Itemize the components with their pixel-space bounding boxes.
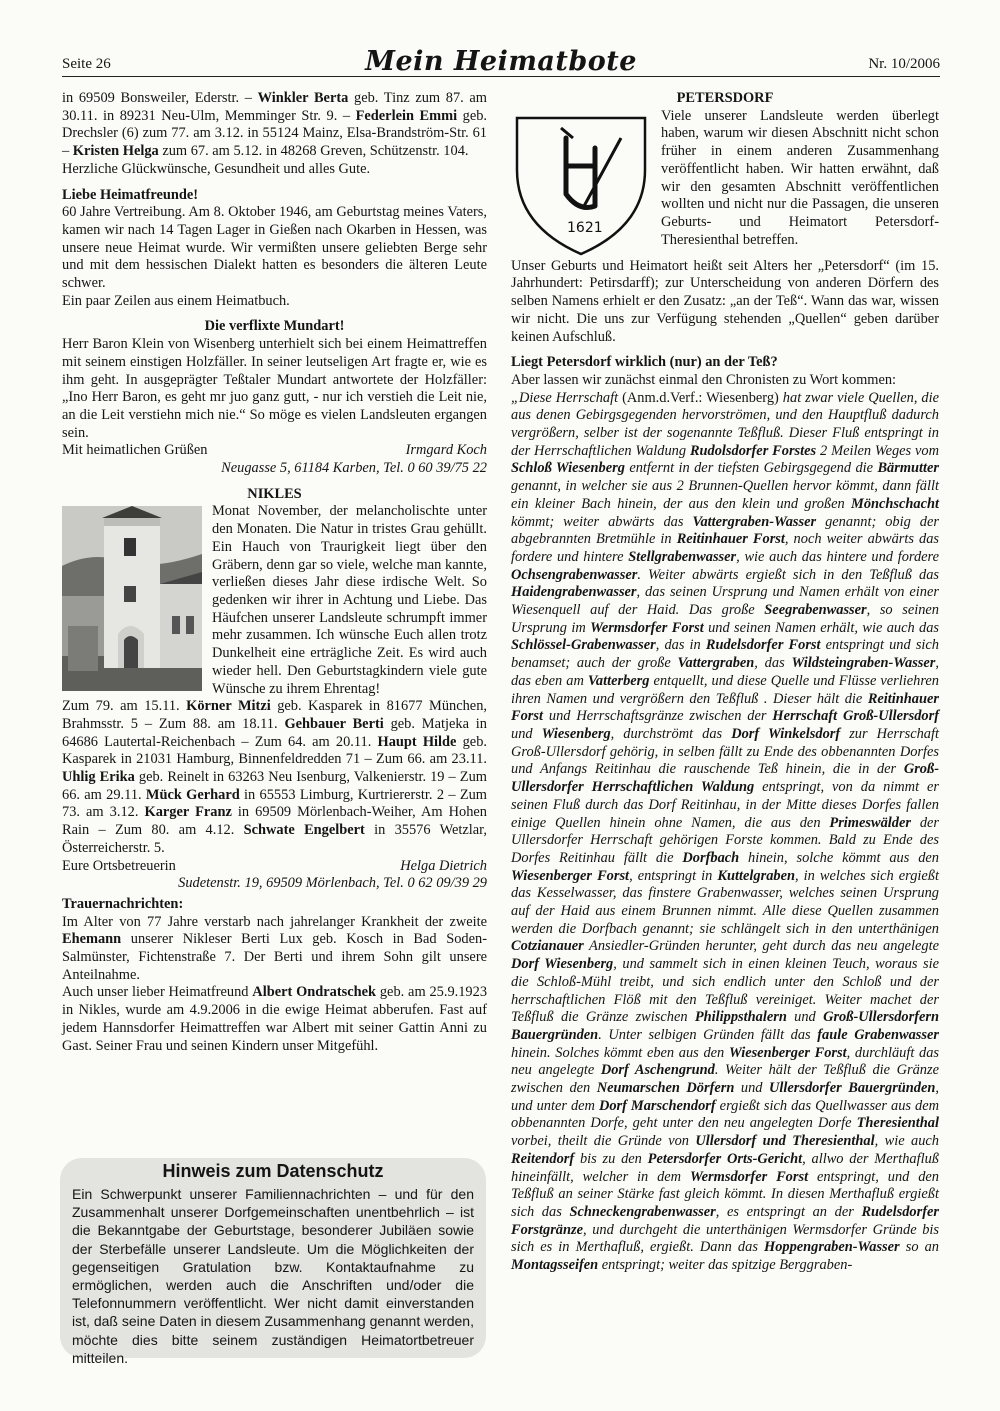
- coat-of-arms-icon: [511, 108, 651, 258]
- masthead-logo: Mein Heimatbote: [365, 46, 637, 77]
- right-column: [511, 90, 939, 1275]
- dietrich-signature: Eure Ortsbetreuerin Helga Dietrich: [62, 857, 487, 874]
- mundart-text: Herr Baron Klein von Wisenberg unterhielt sich bei einem Heimattreffen mit seinem einstigen Holzfäller. In seiner leutseligen Art fragte er, wie es ihm geht. In ausgeprägter Teßtaler Mundart antwortete der Holzfäller: „Ino Herr Baron, es geht mr juo ganz gutt, - nur ich verstieh die Leit nie, an die Leit verstiehn mich nie.“ So möge es vielen Landsleuten ergangen sein.: [62, 336, 487, 441]
- nikles-text: Monat November, der melancholischte unter den Monaten. Die Natur in tristes Grau gehüllt. Ein Hauch von Traurigkeit liegt über den Gräbern, denn gar so viele, welche man kannte, verließen dieses Jahr diese irdische Welt. So gedenken wir ihrer in Achtung und Liebe. Das Häufchen unserer Landsleute schrumpft immer mehr zusammen. Ich wünsche Euch allen trotz Dunkelheit eine erträgliche Zeit. Es wird auch wieder hell. Den Geburtstagkindern viele gute Wünsche zu ihrem Ehrentag!: [212, 503, 487, 697]
- privacy-notice-box: [60, 1158, 486, 1366]
- nikles-heading: NIKLES: [247, 485, 302, 502]
- petersdorf-intro-2: Unser Geburts und Heimatort heißt seit Alters her „Petersdorf“ (im 15. Jahrhundert: Petirsdarff); zur Unterscheidung von anderen Dörfern des selben Namens erhielt er den Zusatz: „an der Teß“. Wann das war, wissen wir nicht. Die uns zur Verfügung stehenden „Quellen“ geben darüber keinen Aufschluß.: [511, 257, 939, 345]
- page-header: [62, 46, 940, 78]
- dietrich-address: Sudetenstr. 19, 69509 Mörlenbach, Tel. 0 62 09/39 29: [178, 875, 487, 892]
- petersdorf-heading: PETERSDORF: [676, 90, 774, 106]
- privacy-notice-title: Hinweis zum Datenschutz: [162, 1161, 384, 1181]
- birthday-list: Zum 79. am 15.11. Körner Mitzi geb. Kasparek in 81677 München, Brahmsstr. 5 – Zum 88. am 18.11. Gehbauer Berti geb. Matjeka in 64686 Lautertal-Reichenbach – Zum 64. am 20.11. Haupt Hilde geb. Kasparek in 21031 Hamburg, Binnenfeldredden 71 – Zum 66. am 23.11. Uhlig Erika geb. Reinelt in 63263 Neu Isenburg, Valkenierstr. 19 – Zum 66. am 29.11. Mück Gerhard in 65553 Limburg, Kurtriererstr. 2 – Zum 73. am 3.12. Karger Franz in 69509 Mörlenbach-Weiher, Am Hohen Rain – Zum 80. am 4.12. Schwate Engelbert in 35576 Wetzlar, Österreicherstr. 5.: [62, 698, 487, 856]
- koch-signature: Mit heimatlichen Grüßen Irmgard Koch: [62, 442, 487, 459]
- issue-number: Nr. 10/2006: [868, 56, 940, 72]
- page-number: Seite 26: [62, 56, 111, 72]
- church-photo: [62, 506, 202, 691]
- privacy-notice-body: Ein Schwerpunkt unserer Familiennachrichten – und für den Zusammenhalt unserer Dorfgemeinschaften unentbehrlich – ist die Bekanntgabe der Geburtstage, besonderer Jubiläen sowie der Sterbefälle unserer Landsleute. Um die Möglichkeiten der gegenseitigen Gratulation bzw. Kontaktaufnahme zu ermöglichen, werden auch die Anschriften und/oder die Telefonnummern veröffentlicht. Wer nicht damit einverstanden ist, daß seine Daten in diesem Zusammenhang genannt werden, möchte dies bitte seinem zuständigen Heimatortbetreuer mitteilen.: [72, 1186, 474, 1366]
- liebe-heading: Liebe Heimatfreunde!: [62, 186, 199, 203]
- koch-address: Neugasse 5, 61184 Karben, Tel. 0 60 39/75 22: [221, 460, 487, 477]
- header-rule: [62, 76, 940, 77]
- tess-lead: Aber lassen wir zunächst einmal den Chronisten zu Wort kommen:: [511, 371, 897, 388]
- mundart-heading: Die verflixte Mundart!: [204, 318, 345, 335]
- trauer-text-1: Im Alter von 77 Jahre verstarb nach jahrelanger Krankheit der zweite Ehemann unserer Nikleser Berti Lux geb. Kosch in Bad Soden-Salmünster, Fichtenstraße 7. Der Berti und ihrem Sohn gilt unsere Anteilnahme.: [62, 913, 487, 983]
- liebe-text-2: Ein paar Zeilen aus einem Heimatbuch.: [62, 292, 290, 309]
- trauer-heading: Trauernachrichten:: [62, 895, 184, 912]
- trauer-text-2: Auch unser lieber Heimatfreund Albert Ondratschek geb. am 25.9.1923 in Nikles, wurde am 4.9.2006 in die ewige Heimat abberufen. Fast auf jedem Hannsdorfer Heimattreffen war Albert mit seiner Gattin Anni zu Gast. Seiner Frau und seinen Kindern unser Mitgefühl.: [62, 984, 488, 1054]
- left-column: [62, 90, 487, 1055]
- tess-heading: Liegt Petersdorf wirklich (nur) an der Teß?: [511, 354, 778, 371]
- chronicle-quote: „Diese Herrschaft (Anm.d.Verf.: Wiesenberg) hat zwar viele Quellen, die aus denen Gebirgsgegenden hervorströmen, und den Hauptfluß dadurch vergrößern, selber ist der sogenannte Teßfluß. Dieser Fluß entspringt in der Herrschaftlichen Waldung Rudolsdorfer Forstes 2 Meilen Weges vom Schloß Wiesenberg entfernt in der tiefsten Gebirgsgegend die Bärmutter genannt, in welcher sie aus 2 Brunnen-Quellen hervor kömmt, dann fällt ein kleiner Bach hinein, der aus den klein und großen Mönchschacht kömmt; weiter abwärts das Vattergraben-Wasser genannt; obig der abgebrannten Bretmühle in Reitinhauer Forst, noch weiter abwärts das fordere und hintere Stellgrabenwasser, wie auch das hintere und fordere Ochsengrabenwasser. Weiter abwärts ergießt sich in den Teßfluß das Haidengrabenwasser, das seinen Ursprung und Namen erhält von einer Wiesenquell auf der Haid. Das große Seegrabenwasser, so seinen Ursprung im Wermsdorfer Forst und seinen Namen erhält, wie auch das Schlössel-Grabenwasser, das in Rudelsdorfer Forst entspringt und sich benamset; auch der große Vattergraben, das Wildsteingraben-Wasser, das eben am Vatterberg entquellt, und diese Quelle und Flüsse verliehren ihren Namen und vergrößern den Teßfluß . Dieser hält die Reitinhauer Forst und Herrschaftsgränze zwischen der Herrschaft Groß-Ullersdorf und Wiesenberg, durchströmt das Dorf Winkelsdorf zur Herrschaft Groß-Ullersdorf gehörig, in selben fällt zu Ende des obbenannten Dorfes und Anfangs Reitinhau die rauschende Teß hinein, die in der Groß-Ullersdorfer Herrschaftlichen Waldung entspringt, von da nimmt er seinen Fluß durch das Dorf Reitinhau, in der Mitte dieses Dorfes fallen einige Quellen hinein ohne Namen, die aus den Primeswälder der Ullersdorfer Herrschaft gehörigen Forste kommen. Bald zu Ende des Dorfes Reitinhau fällt die Dorfbach hinein, solche kömmt aus den Wiesenberger Forst, entspringt in Kuttelgraben, in welches sich ergießt das Kesselwasser, das finstere Grabenwasser, welches seinen Ursprung auf der Haid aus einem Brunnen nimmt. Alle diese Quellen zusammen werden die Dorfbach genannt; sie schlängelt sich in den unterthänigen Cotzianauer Ansiedler-Gründen herunter, geht durch das neu angelegte Dorf Wiesenberg, und sammelt sich in einen kleinen Teuch, woraus sie die Schloß-Mühl treibt, und sich endlich unter den Schloß und der herrschaftlichen Flöß mit den Teßfluß vereiniget. Weiter machet der Teßfluß die Gränze zwischen Philippsthalern und Groß-Ullersdorfern Bauergründen. Unter selbigen Gründen fällt das faule Grabenwasser hinein. Solches kömmt eben aus den Wiesenberger Forst, durchläuft das neu angelegte Dorf Aschengrund. Weiter hält der Teßfluß die Gränze zwischen den Neumarschen Dörfern und Ullersdorfer Bauergründen, und unter dem Dorf Marschendorf ergießt sich das Quellwasser aus dem obbenannten Dorfe, geht unter den neu angelegten Dorfe Theresienthal vorbei, theilt die Gründe von Ullersdorf und Theresienthal, wie auch Reitendorf bis zu den Petersdorfer Orts-Gericht, allwo der Merthafluß hineinfällt, welcher in dem Wermsdorfer Forst entspringt, und den Teßfluß an seiner Stärke fast gleich kömmt. In diesen Merthafluß ergießt sich das Schneckengrabenwasser, es entspringt an der Rudelsdorfer Forstgränze, und durchgeht die unterthänigen Wermsdorfer Gründe bis sich es in Merthafluß, ergießt. Dann das Hoppengraben-Wasser so an Montagsseifen entspringt; weiter das spitzige Berggraben-: [511, 389, 940, 1274]
- greeting-text: Herzliche Glückwünsche, Gesundheit und alles Gute.: [62, 160, 371, 177]
- liebe-text: 60 Jahre Vertreibung. Am 8. Oktober 1946, am Geburtstag meines Vaters, kamen wir nach 14 Tagen Lager in Gießen nach Okarben in Hessen, was unsere neue Heimat wurde. Wir vermißten unsere geliebten Berge sehr und mit dem hessischen Dialekt hatten es besonders die älteren Leute schwer.: [62, 204, 487, 292]
- birthday-intro: in 69509 Bonsweiler, Ederstr. – Winkler Berta geb. Tinz zum 87. am 30.11. in 89231 Neu-Ulm, Memminger Str. 9. – Federlein Emmi geb. Drechsler (6) zum 77. am 3.12. in 55124 Mainz, Elsa-Brandström-Str. 61 – Kristen Helga zum 67. am 5.12. in 48268 Greven, Schützenstr. 104.: [62, 90, 487, 160]
- svg-text:1621: 1621: [567, 219, 603, 236]
- petersdorf-intro: Viele unserer Landsleute werden überlegt haben, warum wir diesen Abschnitt nicht schon früher in einem anderen Zusammenhang veröffentlicht haben. Wir hatten erwähnt, daß wir den gesamten Abschnitt veröffentlichen wollten und nicht nur die Passagen, die unseren Geburts- und Heimatort Petersdorf-Theresienthal betreffen.: [661, 107, 939, 248]
